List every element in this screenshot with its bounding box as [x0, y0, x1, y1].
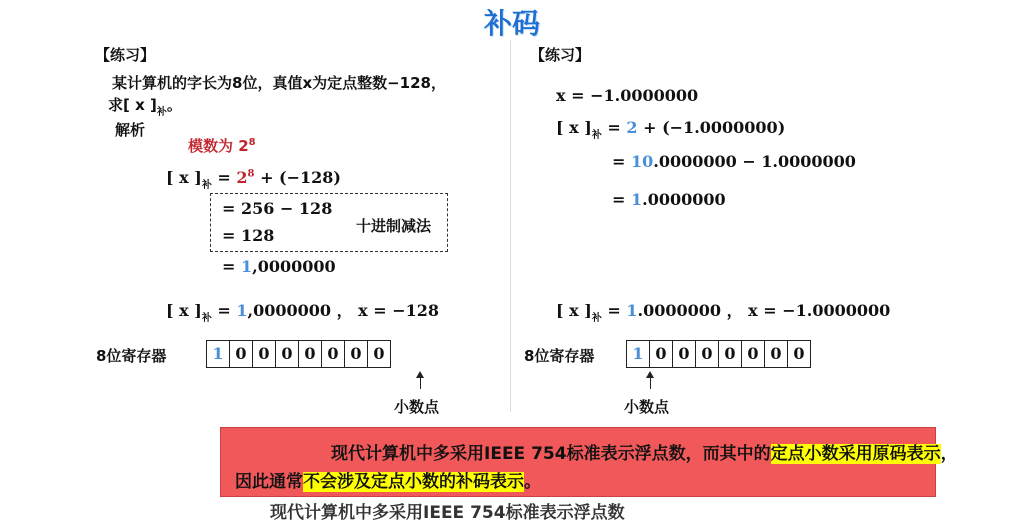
- left-problem-line2: 求[ x ]$_补$。: [108, 96, 182, 118]
- right-result-line: [ x ]$_补 = 1.0000000$ ， x = −1.0000000: [556, 301, 891, 324]
- banner-line-2: 因此通常不会涉及定点小数的补码表示。: [235, 472, 541, 492]
- page-title: 补码: [483, 7, 540, 40]
- column-divider: [510, 40, 511, 412]
- register-bit: 0: [719, 341, 742, 367]
- left-register: [206, 340, 391, 368]
- right-point-label: 小数点: [624, 398, 670, 416]
- right-register: [626, 340, 811, 368]
- left-equation-4: = 1,0000000: [222, 257, 336, 276]
- left-analysis-label: 解析: [115, 121, 146, 139]
- right-equation-0: x = −1.0000000: [556, 86, 699, 105]
- register-bit: 0: [793, 344, 805, 363]
- register-bit: 0: [742, 341, 765, 367]
- clipped-subtitle: 现代计算机中多采用IEEE 754标准表示浮点数: [270, 503, 625, 523]
- left-register-label: 8位寄存器: [96, 347, 167, 365]
- register-bit: 1: [627, 341, 650, 367]
- register-bit: 0: [673, 341, 696, 367]
- register-bit: 0: [253, 341, 276, 367]
- register-bit: 1: [207, 341, 230, 367]
- left-exercise-header: 【练习】: [95, 46, 156, 64]
- left-point-label: 小数点: [394, 398, 440, 416]
- left-equation-1: [ x ]$_补 = 2^8 + (-128)$: [166, 168, 341, 191]
- register-bit: 0: [765, 341, 788, 367]
- right-equation-1: [ x ]$_补 = 2 + (-1.0000000)$: [556, 118, 786, 141]
- register-bit: 0: [276, 341, 299, 367]
- summary-banner: [220, 427, 958, 497]
- decimal-subtraction-label: 十进制减法: [356, 217, 432, 235]
- register-bit: 0: [230, 341, 253, 367]
- register-bit: 0: [373, 344, 385, 363]
- highlight-no-complement: 不会涉及定点小数的补码表示: [303, 472, 524, 492]
- register-bit: 0: [650, 341, 673, 367]
- left-problem-line1: 某计算机的字长为8位，真值x为定点整数−128，: [112, 74, 446, 92]
- register-bit: 0: [696, 341, 719, 367]
- left-equation-3: = 128: [222, 226, 275, 245]
- left-point-arrow-icon: [420, 373, 421, 389]
- left-equation-2: = 256 − 128: [222, 199, 333, 218]
- banner-line-1: 现代计算机中多采用IEEE 754标准表示浮点数，而其中的定点小数采用原码表示，: [331, 444, 958, 464]
- register-bit: 0: [299, 341, 322, 367]
- right-equation-2: = 10.0000000 − 1.0000000: [612, 152, 856, 171]
- left-modulus-label: 模数为 $2^8$: [188, 137, 256, 155]
- right-point-arrow-icon: [650, 373, 651, 389]
- left-result-line: [ x ]$_补 = 1,0000000$ ， x = −128: [166, 301, 440, 324]
- register-bit: 0: [345, 341, 368, 367]
- highlight-original-code: 定点小数采用原码表示: [770, 444, 941, 464]
- register-bit: 0: [322, 341, 345, 367]
- right-register-label: 8位寄存器: [524, 347, 595, 365]
- right-exercise-header: 【练习】: [530, 46, 591, 64]
- right-equation-3: = 1.0000000: [612, 190, 726, 209]
